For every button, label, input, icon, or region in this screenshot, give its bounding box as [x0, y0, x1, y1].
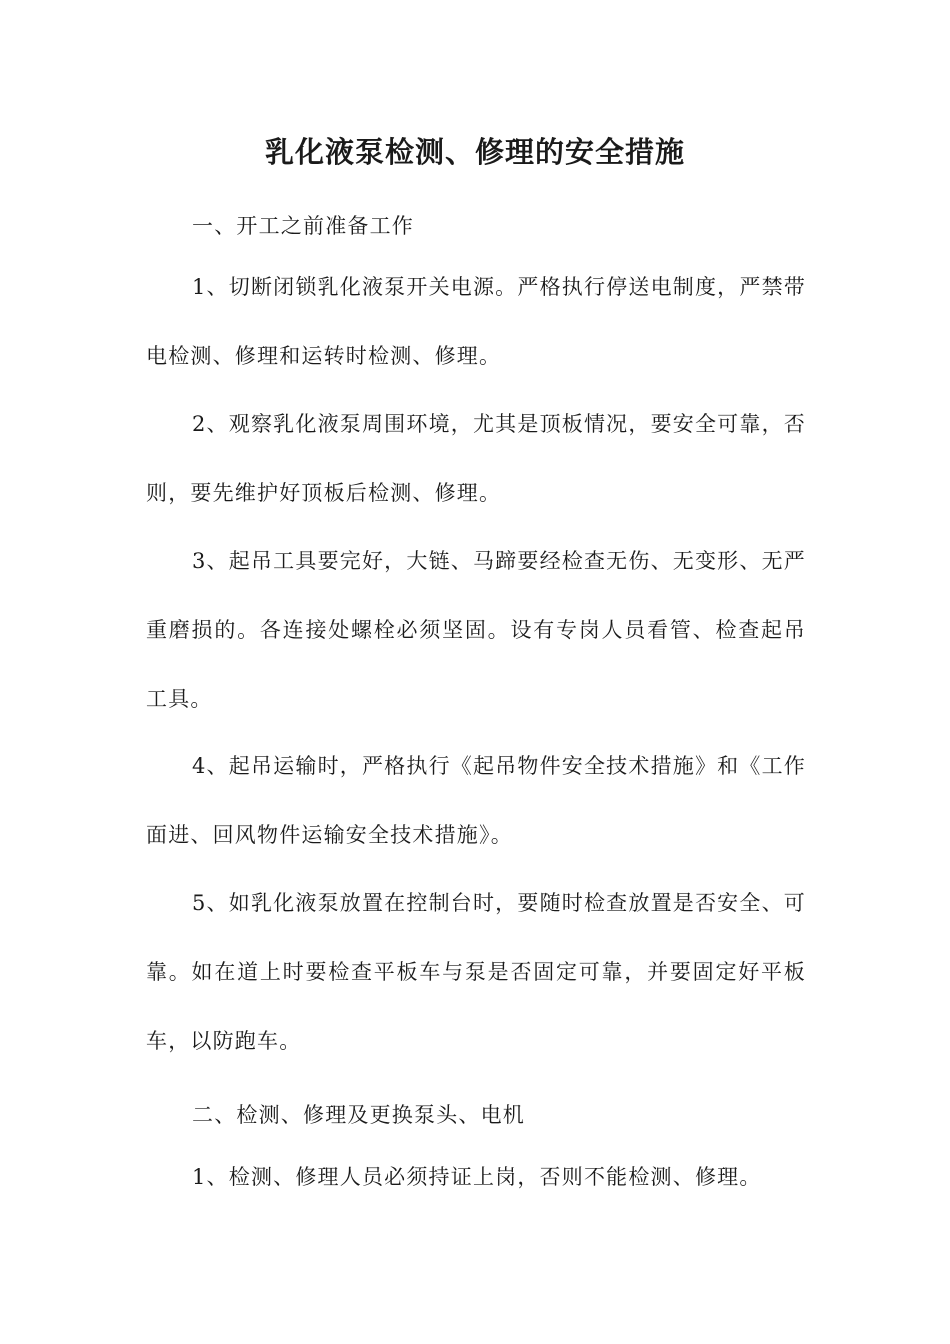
- page-title: 乳化液泵检测、修理的安全措施: [264, 135, 685, 169]
- paragraph: 2、观察乳化液泵周围环境，尤其是顶板情况，要安全可靠，否则，要先维护好顶板后检测、修理。: [146, 412, 806, 505]
- paragraph: 3、起吊工具要完好，大链、马蹄要经检查无伤、无变形、无严重磨损的。各连接处螺栓必须坚固。设有专岗人员看管、检查起吊工具。: [146, 549, 806, 711]
- paragraph: 5、如乳化液泵放置在控制台时，要随时检查放置是否安全、可靠。如在道上时要检查平板车与泵是否固定可靠，并要固定好平板车，以防跑车。: [146, 891, 806, 1053]
- paragraph: 1、切断闭锁乳化液泵开关电源。严格执行停送电制度，严禁带电检测、修理和运转时检测、修理。: [146, 275, 806, 368]
- section-heading: 一、开工之前准备工作: [192, 214, 414, 238]
- section-heading: 二、检测、修理及更换泵头、电机: [192, 1103, 525, 1127]
- paragraph: 1、检测、修理人员必须持证上岗，否则不能检测、修理。: [192, 1165, 762, 1189]
- paragraph: 4、起吊运输时，严格执行《起吊物件安全技术措施》和《工作面进、回风物件运输安全技术措施》。: [146, 754, 806, 847]
